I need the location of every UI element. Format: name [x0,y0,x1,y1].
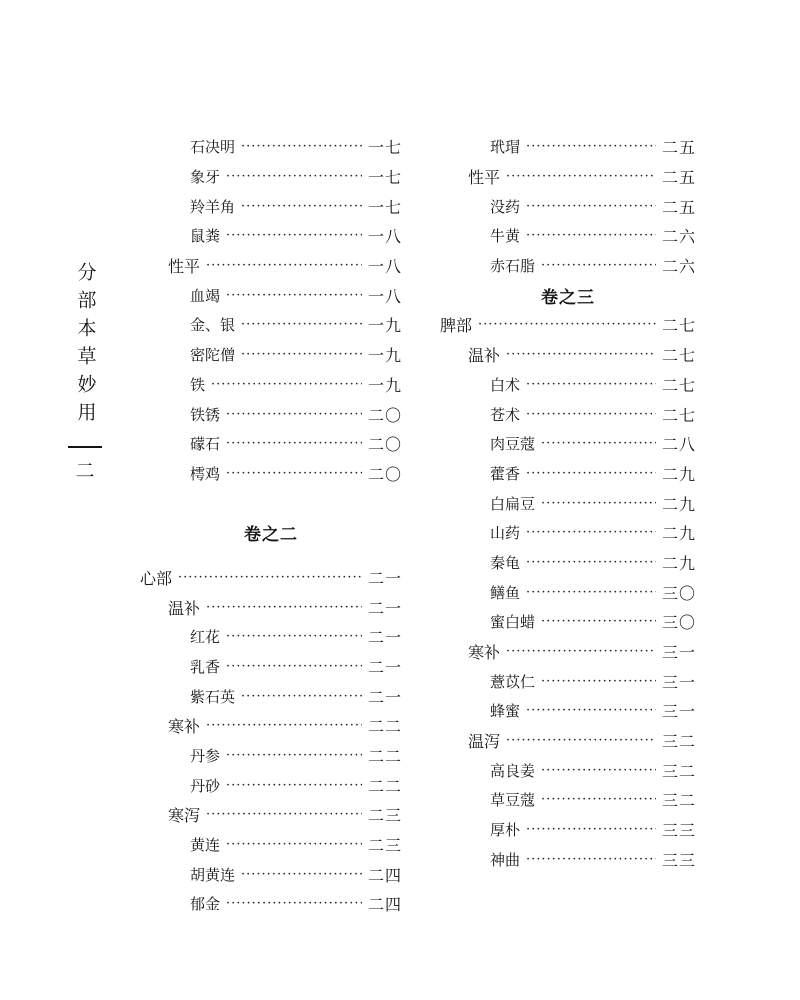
dot-leader [178,570,362,585]
toc-category-entry [140,711,402,741]
entry-page-number: 一八 [367,257,402,277]
entry-page-number: 二二 [367,776,402,796]
folio-number: 二 [75,460,95,482]
entry-page-number: 二三 [367,806,402,826]
toc-category-entry [440,340,696,370]
entry-page-number: 二二 [367,746,402,766]
entry-page-number: 二一 [367,598,402,618]
dot-leader [526,139,656,154]
entry-page-number: 一九 [367,375,402,395]
toc-spacer [140,488,402,518]
entry-label: 象牙 [190,168,221,187]
toc-item-entry [140,681,402,711]
entry-page-number: 二九 [661,524,696,544]
dot-leader [241,689,362,704]
running-head-rule [68,446,102,448]
entry-page-number: 三一 [661,643,696,663]
dot-leader [541,436,656,451]
toc-item-entry [140,830,402,860]
entry-page-number: 二七 [661,346,696,366]
toc-item-entry [140,459,402,489]
entry-page-number: 二七 [661,405,696,425]
entry-page-number: 二四 [367,895,402,915]
toc-item-entry [440,429,696,459]
entry-page-number: 一七 [367,168,402,188]
dot-leader [226,778,362,793]
toc-item-entry [140,132,402,162]
dot-leader [226,466,362,481]
entry-label: 樗鸡 [190,464,221,483]
entry-page-number: 二九 [661,494,696,514]
entry-page-number: 二一 [367,687,402,707]
entry-page-number: 二九 [661,464,696,484]
dot-leader [526,228,656,243]
entry-label: 血竭 [190,286,221,305]
entry-page-number: 二六 [661,227,696,247]
entry-label: 神曲 [490,850,521,869]
entry-page-number: 一七 [367,197,402,217]
entry-label: 性平 [168,257,201,277]
dot-leader [506,169,656,184]
toc-category-entry [140,251,402,281]
entry-page-number: 二一 [367,657,402,677]
entry-page-number: 一八 [367,227,402,247]
toc-item-entry [440,755,696,785]
entry-page-number: 二九 [661,553,696,573]
entry-page-number: 一八 [367,286,402,306]
entry-label: 苍术 [490,405,521,424]
entry-label: 丹砂 [190,776,221,795]
entry-label: 铁锈 [190,405,221,424]
dot-leader [541,258,656,273]
entry-label: 礞石 [190,435,221,454]
toc-category-entry [440,162,696,192]
dot-leader [506,644,656,659]
dot-leader [226,228,362,243]
entry-label: 蜜白蜡 [490,613,536,632]
toc-right-column [440,132,696,874]
toc-item-entry [140,280,402,310]
entry-label: 蜂蜜 [490,702,521,721]
entry-page-number: 二〇 [367,435,402,455]
entry-page-number: 二五 [661,168,696,188]
entry-label: 玳瑁 [490,138,521,157]
dot-leader [226,436,362,451]
volume-heading: 卷之三 [541,287,595,308]
entry-page-number: 二五 [661,197,696,217]
toc-section-entry [440,310,696,340]
entry-label: 胡黄连 [190,865,236,884]
dot-leader [226,659,362,674]
entry-label: 牛黄 [490,227,521,246]
entry-label: 草豆蔻 [490,791,536,810]
entry-label: 厚朴 [490,821,521,840]
toc-item-entry [440,696,696,726]
entry-page-number: 一九 [367,316,402,336]
entry-label: 白术 [490,375,521,394]
entry-label: 乳香 [190,657,221,676]
toc-item-entry [440,191,696,221]
entry-page-number: 二一 [367,568,402,588]
dot-leader [226,748,362,763]
entry-page-number: 二七 [661,375,696,395]
toc-item-entry [140,370,402,400]
toc-item-entry [440,845,696,875]
entry-page-number: 三二 [661,791,696,811]
toc-item-entry [440,785,696,815]
entry-page-number: 三三 [661,821,696,841]
entry-label: 藿香 [490,464,521,483]
entry-page-number: 三一 [661,672,696,692]
dot-leader [526,525,656,540]
entry-page-number: 三二 [661,761,696,781]
dot-leader [206,718,362,733]
entry-page-number: 二八 [661,435,696,455]
dot-leader [241,199,362,214]
entry-label: 性平 [468,168,501,188]
entry-label: 红花 [190,628,221,647]
entry-label: 山药 [490,524,521,543]
entry-page-number: 二七 [661,316,696,336]
entry-page-number: 一七 [367,138,402,158]
entry-label: 没药 [490,197,521,216]
dot-leader [526,407,656,422]
toc-item-entry [440,370,696,400]
toc-item-entry [440,399,696,429]
toc-item-entry [140,191,402,221]
entry-label: 寒补 [468,643,501,663]
volume-heading: 卷之二 [244,525,298,546]
entry-page-number: 二一 [367,628,402,648]
dot-leader [226,288,362,303]
dot-leader [526,199,656,214]
entry-label: 丹参 [190,746,221,765]
toc-item-entry [440,577,696,607]
toc-item-entry [140,741,402,771]
toc-item-entry [440,132,696,162]
toc-item-entry [440,488,696,518]
entry-label: 紫石英 [190,687,236,706]
running-head [70,262,100,481]
toc-spacer [140,548,402,563]
entry-label: 寒补 [168,717,201,737]
toc-left-column [140,132,402,919]
entry-label: 薏苡仁 [490,672,536,691]
dot-leader [526,585,656,600]
dot-leader [226,407,362,422]
dot-leader [226,837,362,852]
dot-leader [211,377,362,392]
dot-leader [541,792,656,807]
entry-label: 温泻 [468,732,501,752]
book-title: 分部本草妙用 [74,262,97,430]
toc-category-entry [140,800,402,830]
toc-item-entry [140,859,402,889]
dot-leader [478,317,656,332]
dot-leader [206,807,362,822]
dot-leader [226,629,362,644]
entry-label: 温补 [468,346,501,366]
entry-page-number: 三三 [661,850,696,870]
entry-label: 赤石脂 [490,257,536,276]
dot-leader [526,703,656,718]
dot-leader [541,496,656,511]
toc-item-entry [440,221,696,251]
entry-label: 黄连 [190,836,221,854]
entry-page-number: 二四 [367,865,402,885]
entry-page-number: 三〇 [661,613,696,633]
toc-item-entry [140,310,402,340]
dot-leader [241,139,362,154]
entry-label: 温补 [168,598,201,618]
entry-page-number: 三〇 [661,583,696,603]
entry-label: 秦龟 [490,553,521,572]
toc-item-entry [440,251,696,281]
entry-label: 鼠粪 [190,227,221,246]
toc-item-entry [440,459,696,489]
toc-category-entry [140,592,402,622]
entry-label: 鳝鱼 [490,583,521,602]
entry-page-number: 二六 [661,257,696,277]
toc-item-entry [140,221,402,251]
dot-leader [241,317,362,332]
entry-label: 郁金 [190,895,221,914]
dot-leader [541,763,656,778]
entry-page-number: 二五 [661,138,696,158]
dot-leader [506,733,656,748]
toc-item-entry [140,622,402,652]
entry-label: 密陀僧 [190,346,236,365]
entry-label: 铁 [190,375,206,394]
toc-item-entry [140,162,402,192]
entry-page-number: 三一 [661,702,696,722]
entry-page-number: 二三 [367,836,402,855]
dot-leader [206,600,362,615]
entry-label: 寒泻 [168,806,201,826]
entry-label: 白扁豆 [490,494,536,513]
toc-item-entry [140,340,402,370]
entry-label: 脾部 [440,316,473,336]
toc-item-entry [440,815,696,845]
dot-leader [241,347,362,362]
entry-page-number: 三二 [661,732,696,752]
dot-leader [541,614,656,629]
entry-label: 肉豆蔻 [490,435,536,454]
toc-item-entry [440,548,696,578]
entry-label: 高良姜 [490,761,536,780]
toc-item-entry [140,652,402,682]
entry-label: 羚羊角 [190,197,236,216]
entry-label: 心部 [140,568,173,588]
dot-leader [241,867,362,882]
entry-label: 石决明 [190,138,236,157]
toc-item-entry [140,770,402,800]
toc-section-entry [140,562,402,592]
dot-leader [526,822,656,837]
toc-item-entry [440,518,696,548]
toc-item-entry [440,607,696,637]
dot-leader [206,258,362,273]
toc-item-entry [440,666,696,696]
entry-page-number: 二二 [367,717,402,737]
dot-leader [226,169,362,184]
dot-leader [506,347,656,362]
toc-item-entry [140,889,402,919]
dot-leader [526,852,656,867]
dot-leader [526,466,656,481]
entry-page-number: 一九 [367,346,402,366]
dot-leader [526,555,656,570]
toc-item-entry [140,399,402,429]
toc-category-entry [440,637,696,667]
entry-label: 金、银 [190,316,236,335]
entry-page-number: 二〇 [367,464,402,484]
dot-leader [541,674,656,689]
toc-item-entry [140,429,402,459]
dot-leader [226,896,362,911]
entry-page-number: 二〇 [367,405,402,425]
toc-category-entry [440,726,696,756]
dot-leader [526,377,656,392]
